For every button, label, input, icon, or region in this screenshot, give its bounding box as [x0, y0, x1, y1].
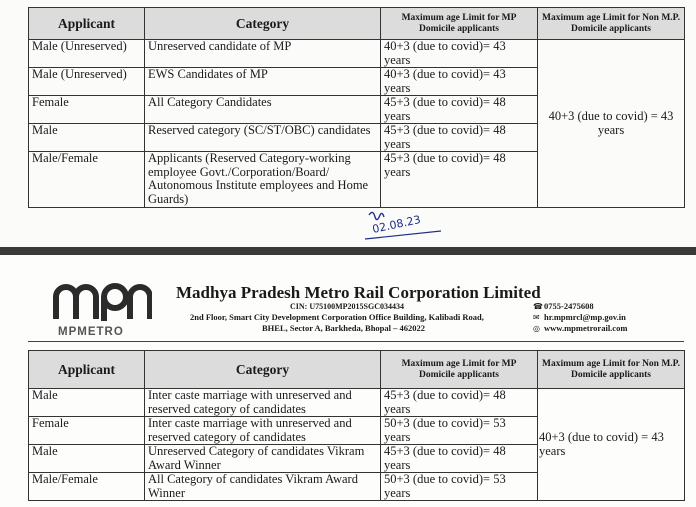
cell-category: Applicants (Reserved Category-working employee Govt./Corporation/Board/ Autonomous Institute employees and Home Guards)	[145, 152, 381, 208]
cell-applicant: Male	[29, 389, 145, 417]
header-category: Category	[145, 351, 381, 389]
mail-icon: ✉	[533, 313, 540, 322]
cell-applicant: Male/Female	[29, 152, 145, 208]
cell-category: Inter caste marriage with unreserved and reserved category of candidates	[145, 417, 381, 445]
cell-applicant: Female	[29, 417, 145, 445]
header-non-mp-limit: Maximum age Limit for Non M.P. Domicile applicants	[538, 8, 685, 40]
email-address: hr.mpmrcl@mp.gov.in	[544, 312, 626, 322]
cell-mp-limit: 45+3 (due to covid)= 48 years	[381, 124, 538, 152]
cell-category: Unreserved Category of candidates Vikram Award Winner	[145, 445, 381, 473]
cell-mp-limit: 45+3 (due to covid)= 48 years	[381, 389, 538, 417]
corporation-name: Madhya Pradesh Metro Rail Corporation Limited	[176, 283, 541, 302]
cell-non-mp-limit: 40+3 (due to covid) = 43 years	[538, 40, 685, 208]
cell-mp-limit: 45+3 (due to covid)= 48 years	[381, 445, 538, 473]
website-url: www.mpmetrorail.com	[544, 323, 628, 333]
cell-non-mp-limit: 40+3 (due to covid) = 43 years	[538, 389, 685, 501]
cell-category: Reserved category (SC/ST/OBC) candidates	[145, 124, 381, 152]
header-category: Category	[145, 8, 381, 40]
cell-applicant: Male (Unreserved)	[29, 40, 145, 68]
page-gap	[0, 247, 696, 255]
header-applicant: Applicant	[29, 351, 145, 389]
header-mp-limit: Maximum age Limit for MP Domicile applicants	[381, 8, 538, 40]
mp-metro-logo	[52, 277, 152, 321]
cell-applicant: Male (Unreserved)	[29, 68, 145, 96]
cell-applicant: Male	[29, 445, 145, 473]
cell-applicant: Male/Female	[29, 473, 145, 501]
cell-mp-limit: 50+3 (due to covid)= 53 years	[381, 473, 538, 501]
cell-category: All Category of candidates Vikram Award Winner	[145, 473, 381, 501]
email-contact	[533, 312, 626, 322]
cin-number: CIN: U75100MP2015SGC034434	[290, 302, 404, 311]
signature-date: 02.08.23	[371, 213, 422, 236]
cell-category: All Category Candidates	[145, 96, 381, 124]
cell-mp-limit: 45+3 (due to covid)= 48 years	[381, 152, 538, 208]
phone-icon: ☎	[533, 302, 543, 311]
phone-number: 0755-2475608	[544, 301, 594, 311]
age-limit-table-1	[28, 7, 685, 208]
cell-mp-limit: 40+3 (due to covid)= 43 years	[381, 68, 538, 96]
cell-category: Inter caste marriage with unreserved and reserved category of candidates	[145, 389, 381, 417]
header-mp-limit: Maximum age Limit for MP Domicile applicants	[381, 351, 538, 389]
letterhead-divider	[28, 341, 684, 342]
cell-applicant: Female	[29, 96, 145, 124]
cell-category: Unreserved candidate of MP	[145, 40, 381, 68]
cell-mp-limit: 45+3 (due to covid)= 48 years	[381, 96, 538, 124]
website-contact	[533, 323, 627, 333]
logo-text: MPMETRO	[58, 326, 124, 338]
address-line-1: 2nd Floor, Smart City Development Corporation Office Building, Kalibadi Road,	[190, 312, 484, 322]
address-line-2: BHEL, Sector A, Barkheda, Bhopal – 462022	[262, 323, 426, 333]
age-limit-table-2	[28, 350, 685, 501]
header-applicant: Applicant	[29, 8, 145, 40]
phone-contact	[533, 301, 594, 311]
page-top	[0, 0, 696, 247]
cell-category: EWS Candidates of MP	[145, 68, 381, 96]
globe-icon: ◎	[533, 324, 540, 333]
cell-applicant: Male	[29, 124, 145, 152]
cell-mp-limit: 50+3 (due to covid)= 53 years	[381, 417, 538, 445]
cell-mp-limit: 40+3 (due to covid)= 43 years	[381, 40, 538, 68]
header-non-mp-limit: Maximum age Limit for Non M.P. Domicile applicants	[538, 351, 685, 389]
